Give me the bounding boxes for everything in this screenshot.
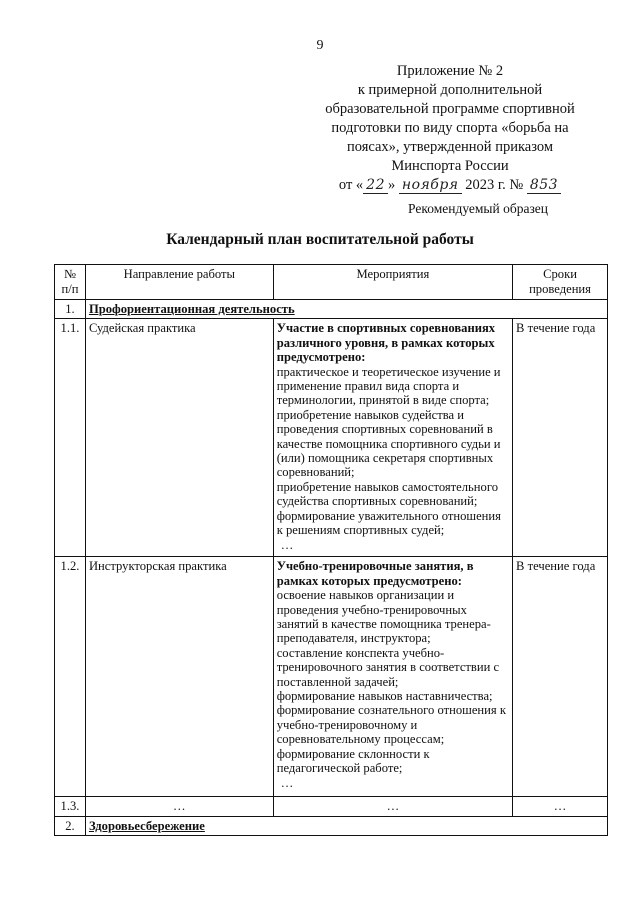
table-row-section bbox=[55, 300, 608, 319]
table-row bbox=[55, 797, 608, 816]
row-terms: В течение года bbox=[513, 557, 608, 797]
date-mid: » bbox=[388, 177, 396, 193]
activity-item: приобретение навыков судейства и проведения спортивных соревнований в качестве помощника спортивного судьи и (или) помощника секретаря спортивных соревнований; bbox=[276, 407, 501, 480]
appendix-line: образовательной программе спортивной bbox=[325, 101, 575, 117]
row-activities bbox=[273, 557, 512, 797]
appendix-line: Приложение № 2 bbox=[396, 63, 504, 79]
appendix-line: Минспорта России bbox=[391, 158, 509, 174]
handwritten-month: ноября bbox=[399, 177, 462, 194]
activity-item: формирование навыков наставничества; bbox=[276, 689, 493, 704]
appendix-line: поясах», утвержденной приказом bbox=[346, 139, 554, 155]
activity-item: формирование уважительного отношения к решениям спортивных судей; bbox=[276, 508, 501, 538]
row-terms: … bbox=[513, 797, 608, 816]
activity-item: приобретение навыков самостоятельного судейства спортивных соревнований; bbox=[276, 479, 498, 509]
activity-item: формирование сознательного отношения к учебно-тренировочному и соревновательному процессам; bbox=[276, 703, 506, 747]
row-num: 1.2. bbox=[55, 557, 86, 797]
row-num: 1. bbox=[55, 300, 86, 319]
appendix-line: подготовки по виду спорта «борьба на bbox=[331, 120, 569, 136]
row-direction: … bbox=[85, 797, 273, 816]
document-title: Календарный план воспитательной работы bbox=[166, 231, 474, 248]
date-year: 2023 г. № bbox=[465, 177, 524, 193]
row-direction: Инструкторская практика bbox=[85, 557, 273, 797]
decree-date-line bbox=[300, 176, 600, 195]
table-row bbox=[55, 557, 608, 797]
handwritten-day: 22 bbox=[363, 177, 388, 194]
table-row bbox=[55, 319, 608, 557]
row-num: 1.1. bbox=[55, 319, 86, 557]
section-title: Профориентационная деятельность bbox=[85, 300, 607, 319]
header-terms: Сроки проведения bbox=[513, 265, 608, 300]
section-title: Здоровьесбережение bbox=[85, 816, 607, 835]
header-direction: Направление работы bbox=[85, 265, 273, 300]
header-activities: Мероприятия bbox=[273, 265, 512, 300]
table-header-row bbox=[55, 265, 608, 300]
row-activities: … bbox=[273, 797, 512, 816]
appendix-line: к примерной дополнительной bbox=[357, 82, 543, 98]
activity-heading: Участие в спортивных соревнованиях различного уровня, в рамках которых предусмотрено: bbox=[276, 321, 496, 365]
row-num: 1.3. bbox=[55, 797, 86, 816]
activity-item: … bbox=[280, 537, 294, 552]
activity-item: составление конспекта учебно-тренировочного занятия в соответствии с поставленной задачей; bbox=[276, 645, 500, 689]
row-activities bbox=[273, 319, 512, 557]
header-num: № п/п bbox=[55, 265, 86, 300]
appendix-block bbox=[300, 62, 600, 195]
row-terms: В течение года bbox=[513, 319, 608, 557]
table-row-section bbox=[55, 816, 608, 835]
activity-item: освоение навыков организации и проведения учебно-тренировочных занятий в качестве помощника тренера-преподавателя, инструктора; bbox=[276, 588, 491, 646]
activity-heading: Учебно-тренировочные занятия, в рамках которых предусмотрено: bbox=[276, 559, 474, 588]
activity-item: … bbox=[280, 775, 294, 790]
row-num: 2. bbox=[55, 816, 86, 835]
date-prefix: от « bbox=[338, 177, 364, 193]
plan-table bbox=[54, 264, 608, 836]
activity-item: практическое и теоретическое изучение и применение правил вида спорта и терминологии, принятой в виде спорта; bbox=[276, 364, 501, 408]
page-number: 9 bbox=[316, 38, 324, 53]
activity-item: формирование склонности к педагогической работе; bbox=[276, 746, 430, 776]
sample-note: Рекомендуемый образец bbox=[408, 201, 549, 216]
row-direction: Судейская практика bbox=[85, 319, 273, 557]
handwritten-order-number: 853 bbox=[527, 177, 561, 194]
